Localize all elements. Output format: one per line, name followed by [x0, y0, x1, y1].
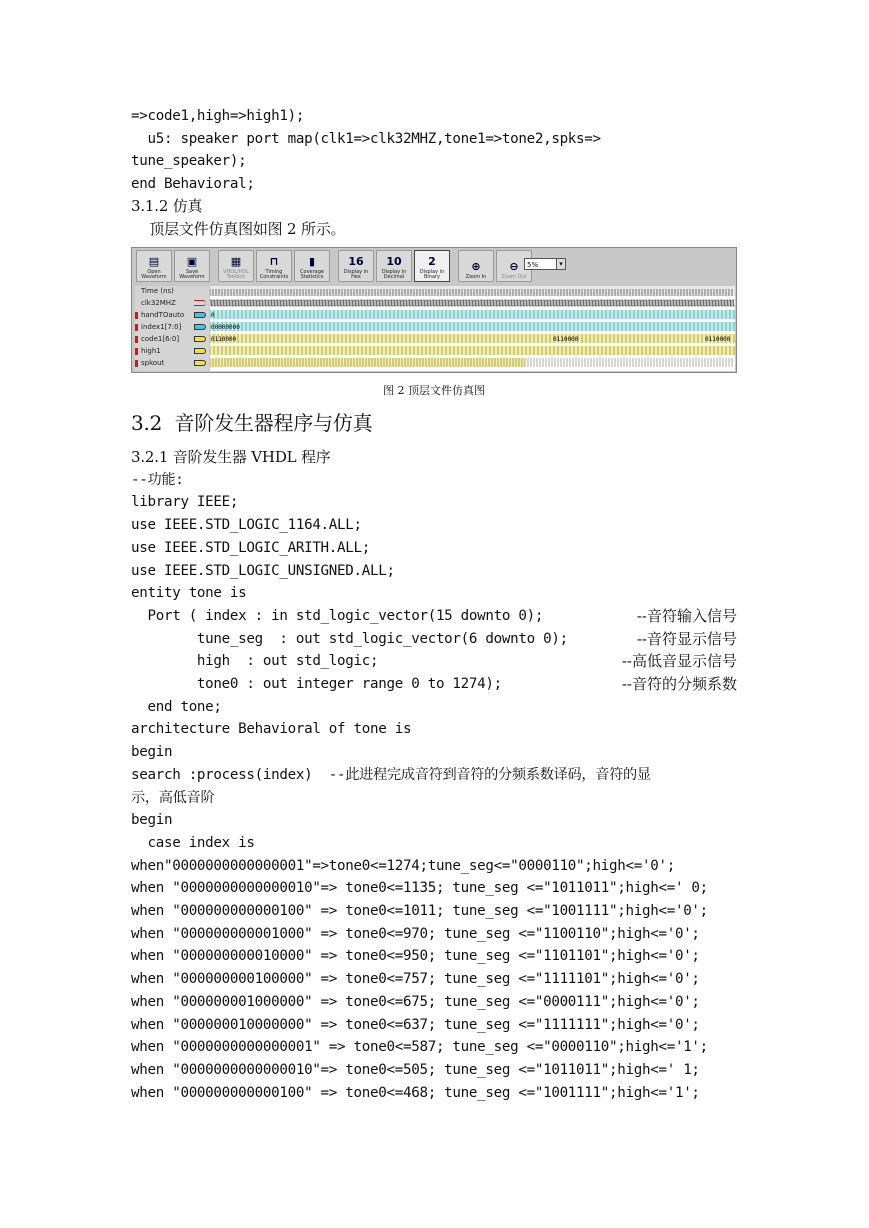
- display-hex-icon: 16: [348, 254, 364, 268]
- display-decimal-icon: 10: [386, 254, 402, 268]
- zoom-in-button[interactable]: [458, 250, 494, 282]
- signal-direction-icon: [194, 360, 206, 366]
- toolbar-button-label: VHDL/HDL Testbch: [223, 269, 249, 280]
- signal-direction-icon: [194, 348, 206, 354]
- toolbar-button-label: Display in Decimal: [381, 269, 407, 280]
- signal-row[interactable]: [135, 346, 209, 357]
- spkout-waveform: [210, 358, 525, 367]
- waveform-figure: [131, 247, 737, 373]
- toolbar-button-label: Zoom In: [465, 274, 487, 280]
- text-line: when "000000010000000" => tone0<=637; tune_seg <="1111111";high<='0';: [131, 1016, 700, 1033]
- text-line: when "000000001000000" => tone0<=675; tune_seg <="0000111";high<='0';: [131, 993, 700, 1010]
- text-line: use IEEE.STD_LOGIC_ARITH.ALL;: [131, 539, 371, 556]
- signal-row[interactable]: [135, 298, 209, 309]
- bus-value-label: 0110000: [705, 336, 731, 343]
- section-heading: 3.2 音阶发生器程序与仿真: [131, 411, 373, 435]
- display-binary-button[interactable]: [414, 250, 450, 282]
- signal-row[interactable]: [135, 286, 209, 297]
- signal-marker: [135, 336, 138, 343]
- signal-row[interactable]: [135, 358, 209, 369]
- zoom-in-icon: ⊕: [471, 259, 481, 273]
- signal-marker: [135, 312, 138, 319]
- signal-name: index1[7:0]: [141, 323, 182, 331]
- display-decimal-button[interactable]: [376, 250, 412, 282]
- text-line: u5: speaker port map(clk1=>clk32MHZ,tone1=>tone2,spks=>: [131, 130, 601, 147]
- text-line: end Behavioral;: [131, 175, 255, 192]
- signal-name-panel: [135, 286, 209, 371]
- line-comment: --高低音显示信号: [621, 652, 737, 671]
- zoom-out-icon: ⊖: [509, 259, 519, 273]
- signal-name: Time (ns): [141, 287, 174, 295]
- text-line: begin: [131, 812, 173, 829]
- signal-row[interactable]: [135, 334, 209, 345]
- save-waveform-button[interactable]: [174, 250, 210, 282]
- bus-value-label: 0110000: [211, 336, 237, 343]
- toolbar-button-label: Zoom Out: [501, 274, 527, 280]
- text-line: 3.1.2 仿真: [131, 197, 203, 216]
- signal-marker: [135, 324, 138, 331]
- text-line: when "0000000000000010"=> tone0<=1135; tune_seg <="1011011";high<=' 0;: [131, 880, 708, 897]
- bus-value-label: 00000000: [211, 324, 240, 331]
- coverage-statistics-button[interactable]: [294, 250, 330, 282]
- toolbar-button-label: Timing Constraints: [259, 269, 289, 280]
- text-line: tone0 : out integer range 0 to 1274);: [131, 676, 502, 692]
- bus-value-label: 0: [211, 312, 215, 319]
- text-line: 3.2.1 音阶发生器 VHDL 程序: [131, 448, 331, 466]
- text-line: 示，高低音阶: [131, 789, 215, 806]
- clock-icon: [194, 300, 206, 306]
- text-line: when "000000000010000" => tone0<=950; tune_seg <="1101101";high<='0';: [131, 948, 700, 965]
- display-binary-icon: 2: [428, 254, 436, 268]
- text-line: 顶层文件仿真图如图 2 所示。: [131, 220, 346, 238]
- toolbar-button-label: Display in Binary: [419, 269, 445, 280]
- open-waveform-button[interactable]: [136, 250, 172, 282]
- display-hex-button[interactable]: [338, 250, 374, 282]
- text-line: when "000000000000100" => tone0<=468; tune_seg <="1001111";high<='1';: [131, 1084, 700, 1101]
- testbench-icon: ▦: [230, 254, 242, 268]
- signal-name: code1[6:0]: [141, 335, 180, 343]
- text-line: tune_speaker);: [131, 153, 247, 170]
- text-line: end tone;: [131, 698, 222, 715]
- line-comment: --音符的分频系数: [621, 675, 737, 693]
- line-comment: --音符显示信号: [636, 629, 737, 648]
- signal-direction-icon: [194, 336, 206, 342]
- signal-row[interactable]: [135, 322, 209, 333]
- text-line: search :process(index) --此进程完成音符到音符的分频系数译码，音符的显: [131, 766, 651, 783]
- figure-caption: 图 2 顶层文件仿真图: [383, 384, 485, 397]
- text-line: --功能:: [131, 471, 184, 488]
- text-line: when "0000000000000010"=> tone0<=505; tune_seg <="1011011";high<=' 1;: [131, 1061, 700, 1078]
- time-ruler: [210, 286, 735, 296]
- signal-name: spkout: [141, 359, 165, 367]
- text-line: library IEEE;: [131, 494, 239, 511]
- code1-waveform: [210, 334, 735, 343]
- text-line: use IEEE.STD_LOGIC_UNSIGNED.ALL;: [131, 562, 395, 579]
- signal-name: handTOauto: [141, 311, 185, 319]
- text-line: begin: [131, 744, 173, 761]
- text-line: when"0000000000000001"=>tone0<=1274;tune_seg<="0000110";high<='0';: [131, 857, 675, 874]
- text-line: Port ( index : in std_logic_vector(15 downto 0);: [131, 607, 544, 624]
- waveform-toolbar: [136, 250, 532, 284]
- signal-row[interactable]: [135, 310, 209, 321]
- signal-direction-icon: [194, 324, 206, 330]
- toolbar-button-label: Display in Hex: [343, 269, 369, 280]
- text-line: high : out std_logic;: [131, 653, 379, 670]
- high1-waveform: [210, 346, 735, 355]
- waveform-traces: [210, 286, 735, 371]
- open-waveform-icon: ▤: [148, 254, 160, 268]
- text-line: when "0000000000000001" => tone0<=587; tune_seg <="0000110";high<='1';: [131, 1039, 708, 1056]
- signal-name: high1: [141, 347, 161, 355]
- text-line: when "000000000001000" => tone0<=970; tune_seg <="1100110";high<='0';: [131, 925, 700, 942]
- waveform-svg: [210, 286, 735, 371]
- toolbar-button-label: Coverage Statistics: [300, 269, 324, 280]
- zoom-select[interactable]: 5% ▾: [524, 258, 566, 270]
- toolbar-button-label: Save Waveform: [179, 269, 205, 280]
- timing-constraints-icon: ⊓: [269, 254, 279, 268]
- text-line: when "000000000000100" => tone0<=1011; tune_seg <="1001111";high<='0';: [131, 903, 708, 919]
- save-waveform-icon: ▣: [186, 254, 198, 268]
- signal-marker: [135, 348, 138, 355]
- testbench-button[interactable]: [218, 250, 254, 282]
- text-line: tune_seg : out std_logic_vector(6 downto 0);: [131, 630, 568, 647]
- coverage-statistics-icon: ▮: [308, 254, 316, 268]
- clk-waveform: [210, 300, 735, 306]
- signal-direction-icon: [194, 312, 206, 318]
- text-line: when "000000000100000" => tone0<=757; tune_seg <="1111101";high<='0';: [131, 971, 700, 988]
- timing-constraints-button[interactable]: [256, 250, 292, 282]
- toolbar-button-label: Open Waveform: [141, 269, 167, 280]
- text-line: architecture Behavioral of tone is: [131, 721, 412, 738]
- text-line: =>code1,high=>high1);: [131, 108, 305, 124]
- bus-value-label: 0110000: [553, 336, 579, 343]
- line-comment: --音符输入信号: [636, 606, 737, 625]
- index1-waveform: [210, 322, 735, 331]
- signal-marker: [135, 360, 138, 367]
- text-line: use IEEE.STD_LOGIC_1164.ALL;: [131, 517, 362, 534]
- text-line: entity tone is: [131, 585, 247, 602]
- signal-name: clk32MHZ: [141, 299, 176, 307]
- handtoauto-waveform: [210, 310, 735, 319]
- text-line: case index is: [131, 834, 255, 851]
